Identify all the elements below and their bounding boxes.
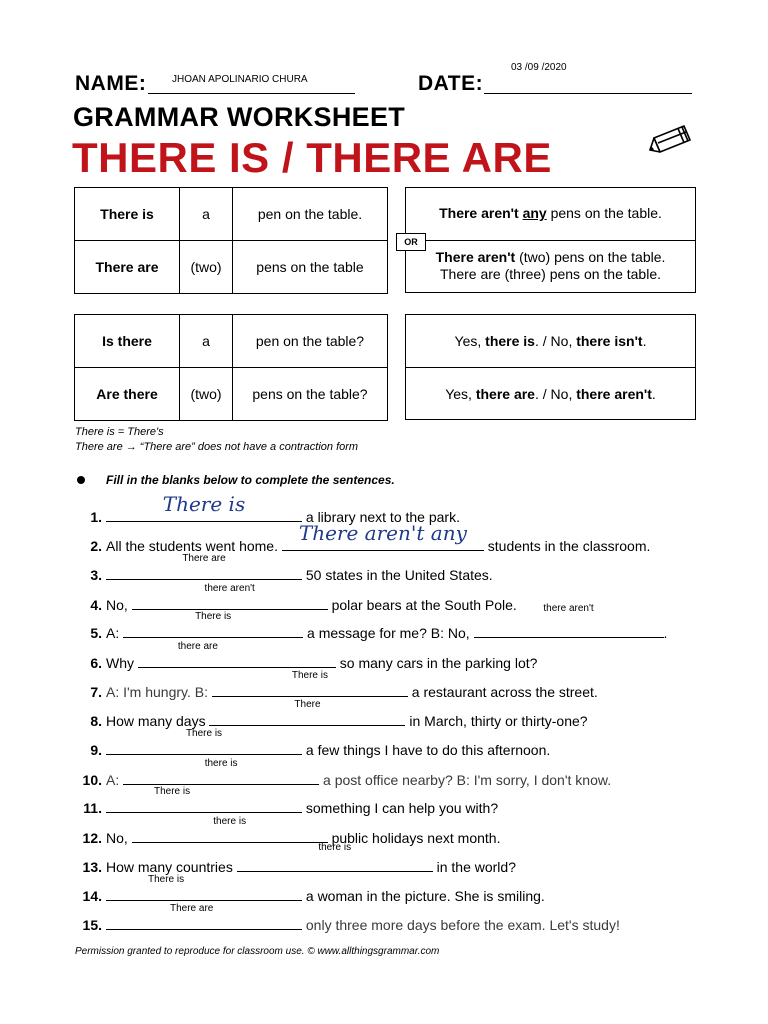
typed-answer: There is — [148, 874, 185, 885]
text-bold: there isn't — [576, 333, 643, 349]
typed-answer: There is — [195, 611, 232, 622]
answer-blank[interactable] — [123, 611, 303, 638]
exercise-number: 5. — [90, 625, 102, 641]
sentence-text: All the students went home. — [106, 538, 282, 554]
typed-answer: there is — [318, 842, 352, 853]
sentence-text: Why — [106, 655, 138, 671]
table-cell: pens on the table? — [233, 368, 388, 421]
typed-answer: There is — [185, 728, 223, 739]
text-bold: there are — [475, 386, 535, 402]
instruction: Fill in the blanks below to complete the sentences. — [106, 473, 395, 487]
sentence-text: in the world? — [432, 859, 516, 875]
table-cell: a — [180, 315, 233, 368]
exercise-number: 7. — [90, 684, 102, 700]
or-label: OR — [396, 233, 426, 251]
main-title: THERE IS / THERE ARE — [72, 134, 552, 181]
table-cell: (two) — [180, 368, 233, 421]
answer-blank[interactable] — [123, 758, 319, 785]
sentence-text: a message for me? B: No, — [303, 625, 474, 641]
affirmative-table — [74, 187, 388, 294]
date-field[interactable] — [484, 93, 692, 94]
text-bold: there is — [485, 333, 535, 349]
sentence-text: A: I'm hungry. B: — [106, 684, 212, 700]
sentence-text: How many countries — [106, 859, 237, 875]
footer-credit: Permission granted to reproduce for classroom use. © www.allthingsgrammar.com — [75, 946, 440, 957]
negative-line-3: There are (three) pens on the table. — [439, 266, 662, 282]
short-answers-box — [405, 314, 696, 420]
sentence-text: polar bears at the South Pole. — [327, 597, 517, 613]
name-label: NAME: — [75, 72, 147, 95]
answer-blank[interactable] — [106, 903, 302, 930]
answer-blank[interactable] — [106, 553, 302, 580]
text-bold: there aren't — [576, 386, 652, 402]
exercise-number: 13. — [82, 859, 102, 875]
typed-answer: There are — [182, 553, 226, 564]
table-cell: pens on the table — [233, 241, 388, 294]
table-cell: There are — [75, 241, 180, 294]
exercise-number: 14. — [82, 888, 102, 904]
name-field[interactable] — [148, 93, 355, 94]
negative-rest-2: (two) pens on the table. — [515, 249, 666, 265]
negative-bold: There aren't — [439, 205, 519, 221]
exercise-number: 11. — [83, 800, 102, 816]
table-cell: There is — [75, 188, 180, 241]
contraction-note: There is = There's — [75, 426, 164, 438]
answer-blank[interactable] — [132, 583, 328, 610]
sentence-text: How many days — [106, 713, 210, 729]
sentence-text: a restaurant across the street. — [407, 684, 598, 700]
negative-any: any — [522, 205, 547, 221]
table-cell: pen on the table? — [233, 315, 388, 368]
text: Yes, — [445, 386, 476, 402]
typed-answer: There is — [154, 786, 191, 797]
negative-line-2 — [406, 249, 695, 265]
text: . / No, — [534, 333, 577, 349]
answer-blank[interactable] — [106, 492, 302, 522]
handwritten-answer: There aren't any — [298, 521, 467, 545]
typed-answer: there is — [213, 816, 247, 827]
negative-line-1 — [406, 205, 695, 221]
sentence-text: a few things I have to do this afternoon. — [302, 742, 551, 758]
exercise-number: 10. — [82, 772, 102, 788]
exercise-number: 2. — [90, 538, 102, 554]
sentence-text: 50 states in the United States. — [302, 567, 493, 583]
table-cell: Are there — [75, 368, 180, 421]
answer-blank[interactable] — [282, 521, 484, 551]
sentence-text: a library next to the park. — [302, 509, 460, 525]
answer-blank[interactable] — [106, 786, 302, 813]
exercise-row — [74, 903, 694, 936]
exercise-number: 9. — [90, 742, 102, 758]
sentence-text: A: — [106, 625, 124, 641]
exercise-number: 8. — [90, 713, 102, 729]
exercise-number: 3. — [90, 567, 102, 583]
answer-blank[interactable] — [237, 842, 433, 872]
answer-blank[interactable] — [212, 670, 408, 697]
sentence-text: so many cars in the parking lot? — [335, 655, 538, 671]
handwritten-answer: There is — [162, 492, 246, 516]
table-cell: a — [180, 188, 233, 241]
short-answer-2 — [406, 386, 695, 402]
exercise-number: 15. — [82, 917, 102, 933]
typed-answer: there are — [177, 641, 218, 652]
sentence-text: public holidays next month. — [327, 830, 501, 846]
typed-answer: there aren't — [543, 603, 594, 614]
name-value: JHOAN APOLINARIO CHURA — [172, 74, 308, 85]
text: . / No, — [534, 386, 577, 402]
sentence-text: No, — [106, 597, 132, 613]
sentence-text: only three more days before the exam. Let's study! — [302, 917, 620, 933]
sentence-text: No, — [106, 830, 132, 846]
table-cell: (two) — [180, 241, 233, 294]
sentence-text: A: — [106, 772, 124, 788]
text: . — [651, 386, 656, 402]
sentence-text: students in the classroom. — [483, 538, 651, 554]
negative-bold-2: There aren't — [435, 249, 516, 265]
short-answer-1 — [406, 333, 695, 349]
date-value: 03 /09 /2020 — [511, 62, 567, 73]
negative-box — [405, 187, 696, 293]
answer-blank[interactable] — [209, 699, 405, 726]
text: Yes, — [454, 333, 486, 349]
exercise-number: 12. — [82, 830, 102, 846]
contraction-note-2: There are → “There are” does not have a contraction form — [75, 441, 359, 453]
worksheet-title: GRAMMAR WORKSHEET — [73, 102, 406, 132]
sentence-text: . — [663, 625, 668, 641]
answer-blank[interactable] — [474, 603, 664, 638]
text: . — [642, 333, 647, 349]
date-label: DATE: — [418, 72, 484, 95]
sentence-text: something I can help you with? — [302, 800, 499, 816]
typed-answer: there is — [204, 758, 238, 769]
answer-blank[interactable] — [138, 641, 336, 668]
sentence-text: a post office nearby? B: I'm sorry, I don't know. — [319, 772, 612, 788]
exercise-number: 1. — [90, 509, 102, 525]
answer-blank[interactable] — [106, 728, 302, 755]
table-cell: Is there — [75, 315, 180, 368]
sentence-text: in March, thirty or thirty-one? — [405, 713, 588, 729]
table-cell: pen on the table. — [233, 188, 388, 241]
pencil-icon — [648, 120, 698, 160]
exercise-number: 6. — [90, 655, 102, 671]
answer-blank[interactable] — [106, 874, 302, 901]
negative-rest: pens on the table. — [546, 205, 662, 221]
typed-answer: There — [294, 699, 321, 710]
typed-answer: There are — [170, 903, 214, 914]
question-table — [74, 314, 388, 421]
typed-answer: there aren't — [204, 583, 255, 594]
typed-answer: There is — [291, 670, 328, 681]
answer-blank[interactable] — [132, 816, 328, 843]
bullet-icon — [77, 476, 85, 484]
sentence-text: a woman in the picture. She is smiling. — [302, 888, 545, 904]
exercise-number: 4. — [90, 597, 102, 613]
